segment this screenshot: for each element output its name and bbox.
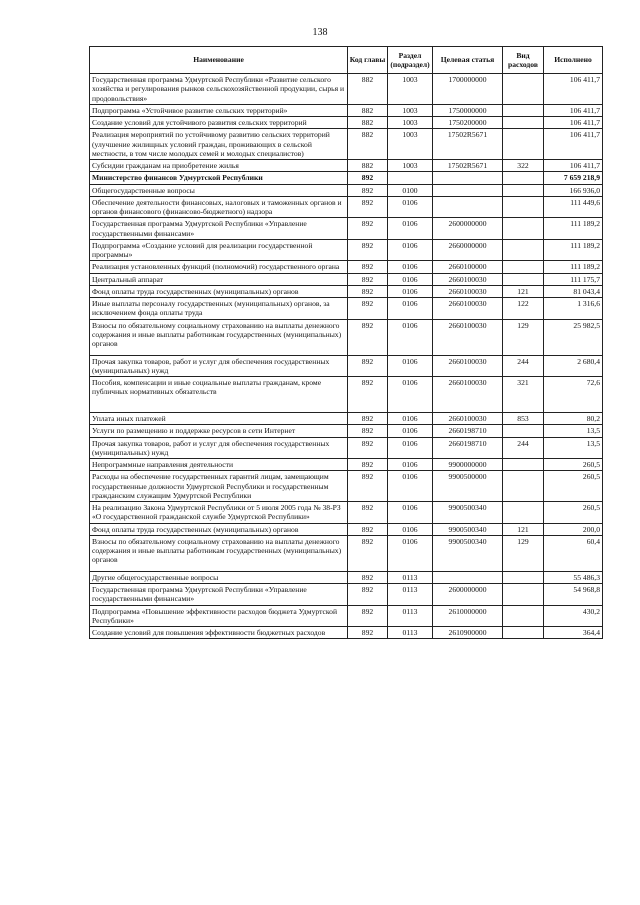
table-row (90, 74, 603, 105)
cell-section: 0106 (388, 459, 433, 471)
cell-kind (503, 627, 544, 639)
cell-section: 0100 (388, 184, 433, 196)
cell-name: Услуги по размещению и поддержке ресурсов в сети Интернет (90, 425, 348, 437)
table-row (90, 285, 603, 297)
cell-name: Подпрограмма «Устойчивое развитие сельских территорий» (90, 104, 348, 116)
cell-section: 0106 (388, 437, 433, 459)
cell-code: 892 (348, 261, 388, 273)
cell-executed: 111 189,2 (544, 239, 603, 261)
table-row (90, 584, 603, 606)
cell-executed: 260,5 (544, 502, 603, 524)
cell-kind: 129 (503, 319, 544, 355)
cell-article: 1700000000 (433, 74, 503, 105)
cell-section: 1003 (388, 129, 433, 160)
cell-code: 892 (348, 471, 388, 502)
cell-article: 17502R5671 (433, 129, 503, 160)
cell-article: 9900500340 (433, 523, 503, 535)
cell-executed: 106 411,7 (544, 104, 603, 116)
cell-kind: 122 (503, 298, 544, 320)
cell-section: 0113 (388, 584, 433, 606)
cell-name: Непрограммные направления деятельности (90, 459, 348, 471)
table-row (90, 413, 603, 425)
cell-article: 2660100030 (433, 273, 503, 285)
table-row (90, 261, 603, 273)
cell-article: 2600000000 (433, 584, 503, 606)
cell-kind (503, 605, 544, 627)
table-row (90, 196, 603, 218)
cell-name: Создание условий для устойчивого развития сельских территорий (90, 117, 348, 129)
cell-article: 2660100030 (433, 377, 503, 413)
cell-article: 9900500000 (433, 471, 503, 502)
cell-executed: 260,5 (544, 471, 603, 502)
cell-article: 1750200000 (433, 117, 503, 129)
cell-executed: 2 680,4 (544, 355, 603, 377)
table-row (90, 160, 603, 172)
cell-article: 2660000000 (433, 239, 503, 261)
cell-executed: 430,2 (544, 605, 603, 627)
cell-kind: 321 (503, 377, 544, 413)
cell-kind (503, 502, 544, 524)
cell-article: 2610000000 (433, 605, 503, 627)
cell-executed: 1 316,6 (544, 298, 603, 320)
cell-article (433, 172, 503, 184)
cell-code: 882 (348, 117, 388, 129)
cell-executed: 106 411,7 (544, 74, 603, 105)
cell-name: Взносы по обязательному социальному страхованию на выплаты денежного содержания и иные выплаты работникам государственных (муниципальных) органов (90, 535, 348, 571)
cell-article: 2660100030 (433, 298, 503, 320)
cell-article: 1750000000 (433, 104, 503, 116)
cell-name: На реализацию Закона Удмуртской Республики от 5 июля 2005 года № 38-РЗ «О государственной гражданской службе Удмуртской Республики» (90, 502, 348, 524)
cell-code: 892 (348, 523, 388, 535)
header-kind: Вид расходов (503, 47, 544, 74)
cell-section: 1003 (388, 74, 433, 105)
header-section: Раздел (подраздел) (388, 47, 433, 74)
cell-code: 892 (348, 355, 388, 377)
cell-section: 0106 (388, 273, 433, 285)
table-row (90, 218, 603, 240)
cell-section: 0106 (388, 377, 433, 413)
cell-section: 0106 (388, 261, 433, 273)
cell-section: 1003 (388, 160, 433, 172)
cell-kind (503, 184, 544, 196)
cell-section: 0106 (388, 196, 433, 218)
cell-code: 892 (348, 298, 388, 320)
cell-name: Фонд оплаты труда государственных (муниципальных) органов (90, 523, 348, 535)
table-row (90, 273, 603, 285)
cell-section: 0106 (388, 355, 433, 377)
table-row (90, 129, 603, 160)
cell-name: Создание условий для повышения эффективности бюджетных расходов (90, 627, 348, 639)
cell-name: Подпрограмма «Создание условий для реализации государственной программы» (90, 239, 348, 261)
cell-kind: 244 (503, 355, 544, 377)
cell-code: 892 (348, 425, 388, 437)
cell-section: 0106 (388, 523, 433, 535)
cell-article (433, 196, 503, 218)
cell-section: 0106 (388, 319, 433, 355)
cell-kind: 853 (503, 413, 544, 425)
cell-kind (503, 196, 544, 218)
cell-kind (503, 129, 544, 160)
table-row (90, 184, 603, 196)
cell-code: 892 (348, 605, 388, 627)
table-row (90, 355, 603, 377)
cell-kind (503, 117, 544, 129)
table-body (90, 74, 603, 639)
cell-name: Государственная программа Удмуртской Республики «Развитие сельского хозяйства и регулирования рынков сельскохозяйственной продукции, сырья и продовольствия» (90, 74, 348, 105)
cell-kind (503, 459, 544, 471)
cell-executed: 13,5 (544, 437, 603, 459)
cell-kind (503, 584, 544, 606)
cell-name: Обеспечение деятельности финансовых, налоговых и таможенных органов и органов финансового (финансово-бюджетного) надзора (90, 196, 348, 218)
cell-section (388, 172, 433, 184)
cell-kind (503, 74, 544, 105)
table-row (90, 239, 603, 261)
cell-section: 0106 (388, 535, 433, 571)
cell-kind (503, 273, 544, 285)
cell-executed: 111 449,6 (544, 196, 603, 218)
cell-name: Субсидии гражданам на приобретение жилья (90, 160, 348, 172)
cell-code: 892 (348, 413, 388, 425)
cell-executed: 55 486,3 (544, 571, 603, 583)
cell-code: 882 (348, 74, 388, 105)
cell-name: Общегосударственные вопросы (90, 184, 348, 196)
cell-name: Взносы по обязательному социальному страхованию на выплаты денежного содержания и иные выплаты работникам государственных (муниципальных) органов (90, 319, 348, 355)
cell-code: 892 (348, 584, 388, 606)
header-article: Целевая статья (433, 47, 503, 74)
cell-code: 892 (348, 377, 388, 413)
cell-kind (503, 104, 544, 116)
cell-article (433, 571, 503, 583)
cell-code: 892 (348, 437, 388, 459)
cell-code: 882 (348, 160, 388, 172)
table-header-row (90, 47, 603, 74)
cell-executed: 200,0 (544, 523, 603, 535)
cell-kind: 244 (503, 437, 544, 459)
cell-executed: 111 189,2 (544, 218, 603, 240)
cell-article: 2610900000 (433, 627, 503, 639)
table-row (90, 298, 603, 320)
cell-code: 892 (348, 218, 388, 240)
cell-article: 2660198710 (433, 437, 503, 459)
cell-executed: 166 936,0 (544, 184, 603, 196)
cell-executed: 106 411,7 (544, 160, 603, 172)
cell-name: Реализация мероприятий по устойчивому развитию сельских территорий (улучшение жилищных условий граждан, проживающих в сельской местности, в том числе молодых семей и молодых специалистов) (90, 129, 348, 160)
cell-article: 9900500340 (433, 502, 503, 524)
table-row (90, 627, 603, 639)
cell-article (433, 184, 503, 196)
header-executed: Исполнено (544, 47, 603, 74)
cell-executed: 111 189,2 (544, 261, 603, 273)
cell-executed: 111 175,7 (544, 273, 603, 285)
cell-code: 892 (348, 535, 388, 571)
cell-code: 892 (348, 627, 388, 639)
cell-article: 2660198710 (433, 425, 503, 437)
table-row (90, 377, 603, 413)
cell-code: 892 (348, 459, 388, 471)
table-row (90, 437, 603, 459)
cell-code: 892 (348, 285, 388, 297)
cell-code: 892 (348, 172, 388, 184)
table-row (90, 535, 603, 571)
cell-executed: 13,5 (544, 425, 603, 437)
cell-kind (503, 571, 544, 583)
cell-article: 2660100030 (433, 355, 503, 377)
cell-name: Уплата иных платежей (90, 413, 348, 425)
table-row (90, 117, 603, 129)
cell-section: 0113 (388, 571, 433, 583)
cell-section: 0106 (388, 502, 433, 524)
cell-article: 9900000000 (433, 459, 503, 471)
cell-code: 892 (348, 184, 388, 196)
cell-section: 0106 (388, 239, 433, 261)
cell-name: Другие общегосударственные вопросы (90, 571, 348, 583)
cell-executed: 60,4 (544, 535, 603, 571)
cell-code: 882 (348, 104, 388, 116)
table-row (90, 523, 603, 535)
cell-kind (503, 172, 544, 184)
cell-kind: 322 (503, 160, 544, 172)
cell-name: Подпрограмма «Повышение эффективности расходов бюджета Удмуртской Республики» (90, 605, 348, 627)
cell-executed: 106 411,7 (544, 129, 603, 160)
table-row (90, 319, 603, 355)
cell-name: Прочая закупка товаров, работ и услуг для обеспечения государственных (муниципальных) нужд (90, 355, 348, 377)
cell-kind: 121 (503, 285, 544, 297)
cell-kind (503, 218, 544, 240)
cell-kind (503, 261, 544, 273)
cell-section: 0113 (388, 605, 433, 627)
cell-name: Реализация установленных функций (полномочий) государственного органа (90, 261, 348, 273)
cell-executed: 106 411,7 (544, 117, 603, 129)
cell-code: 892 (348, 196, 388, 218)
cell-article: 2660100030 (433, 413, 503, 425)
table-row (90, 471, 603, 502)
cell-section: 0106 (388, 413, 433, 425)
cell-executed: 364,4 (544, 627, 603, 639)
cell-executed: 7 659 218,9 (544, 172, 603, 184)
page-number: 138 (312, 27, 328, 38)
table-row (90, 104, 603, 116)
cell-name: Расходы на обеспечение государственных гарантий лицам, замещающим государственные должности Удмуртской Республики и государственным гражданским служащим Удмуртской Республики (90, 471, 348, 502)
cell-code: 892 (348, 239, 388, 261)
header-code: Код главы (348, 47, 388, 74)
cell-name: Министерство финансов Удмуртской Республики (90, 172, 348, 184)
cell-article: 2660100000 (433, 261, 503, 273)
cell-code: 892 (348, 273, 388, 285)
table-row (90, 502, 603, 524)
cell-kind (503, 239, 544, 261)
cell-kind (503, 425, 544, 437)
cell-executed: 54 968,8 (544, 584, 603, 606)
cell-executed: 72,6 (544, 377, 603, 413)
cell-name: Пособия, компенсации и иные социальные выплаты гражданам, кроме публичных нормативных обязательств (90, 377, 348, 413)
cell-section: 0106 (388, 425, 433, 437)
cell-code: 892 (348, 502, 388, 524)
cell-kind (503, 471, 544, 502)
header-name: Наименование (90, 47, 348, 74)
cell-code: 892 (348, 571, 388, 583)
table-row (90, 605, 603, 627)
table-row (90, 425, 603, 437)
cell-kind: 129 (503, 535, 544, 571)
cell-name: Фонд оплаты труда государственных (муниципальных) органов (90, 285, 348, 297)
cell-name: Центральный аппарат (90, 273, 348, 285)
cell-code: 882 (348, 129, 388, 160)
cell-section: 0106 (388, 298, 433, 320)
cell-section: 0106 (388, 471, 433, 502)
table-row (90, 571, 603, 583)
cell-name: Государственная программа Удмуртской Республики «Управление государственными финансами» (90, 584, 348, 606)
cell-name: Государственная программа Удмуртской Республики «Управление государственными финансами» (90, 218, 348, 240)
cell-article: 2660100030 (433, 319, 503, 355)
cell-executed: 260,5 (544, 459, 603, 471)
cell-article: 17502R5671 (433, 160, 503, 172)
cell-section: 1003 (388, 104, 433, 116)
table-row (90, 459, 603, 471)
cell-executed: 25 982,5 (544, 319, 603, 355)
cell-kind: 121 (503, 523, 544, 535)
table-row (90, 172, 603, 184)
cell-executed: 80,2 (544, 413, 603, 425)
cell-section: 1003 (388, 117, 433, 129)
cell-section: 0106 (388, 285, 433, 297)
cell-name: Прочая закупка товаров, работ и услуг для обеспечения государственных (муниципальных) нужд (90, 437, 348, 459)
cell-article: 2600000000 (433, 218, 503, 240)
cell-executed: 81 043,4 (544, 285, 603, 297)
cell-section: 0106 (388, 218, 433, 240)
cell-article: 9900500340 (433, 535, 503, 571)
cell-article: 2660100030 (433, 285, 503, 297)
cell-name: Иные выплаты персоналу государственных (муниципальных) органов, за исключением фонда оплаты труда (90, 298, 348, 320)
cell-code: 892 (348, 319, 388, 355)
cell-section: 0113 (388, 627, 433, 639)
budget-table (89, 46, 603, 639)
